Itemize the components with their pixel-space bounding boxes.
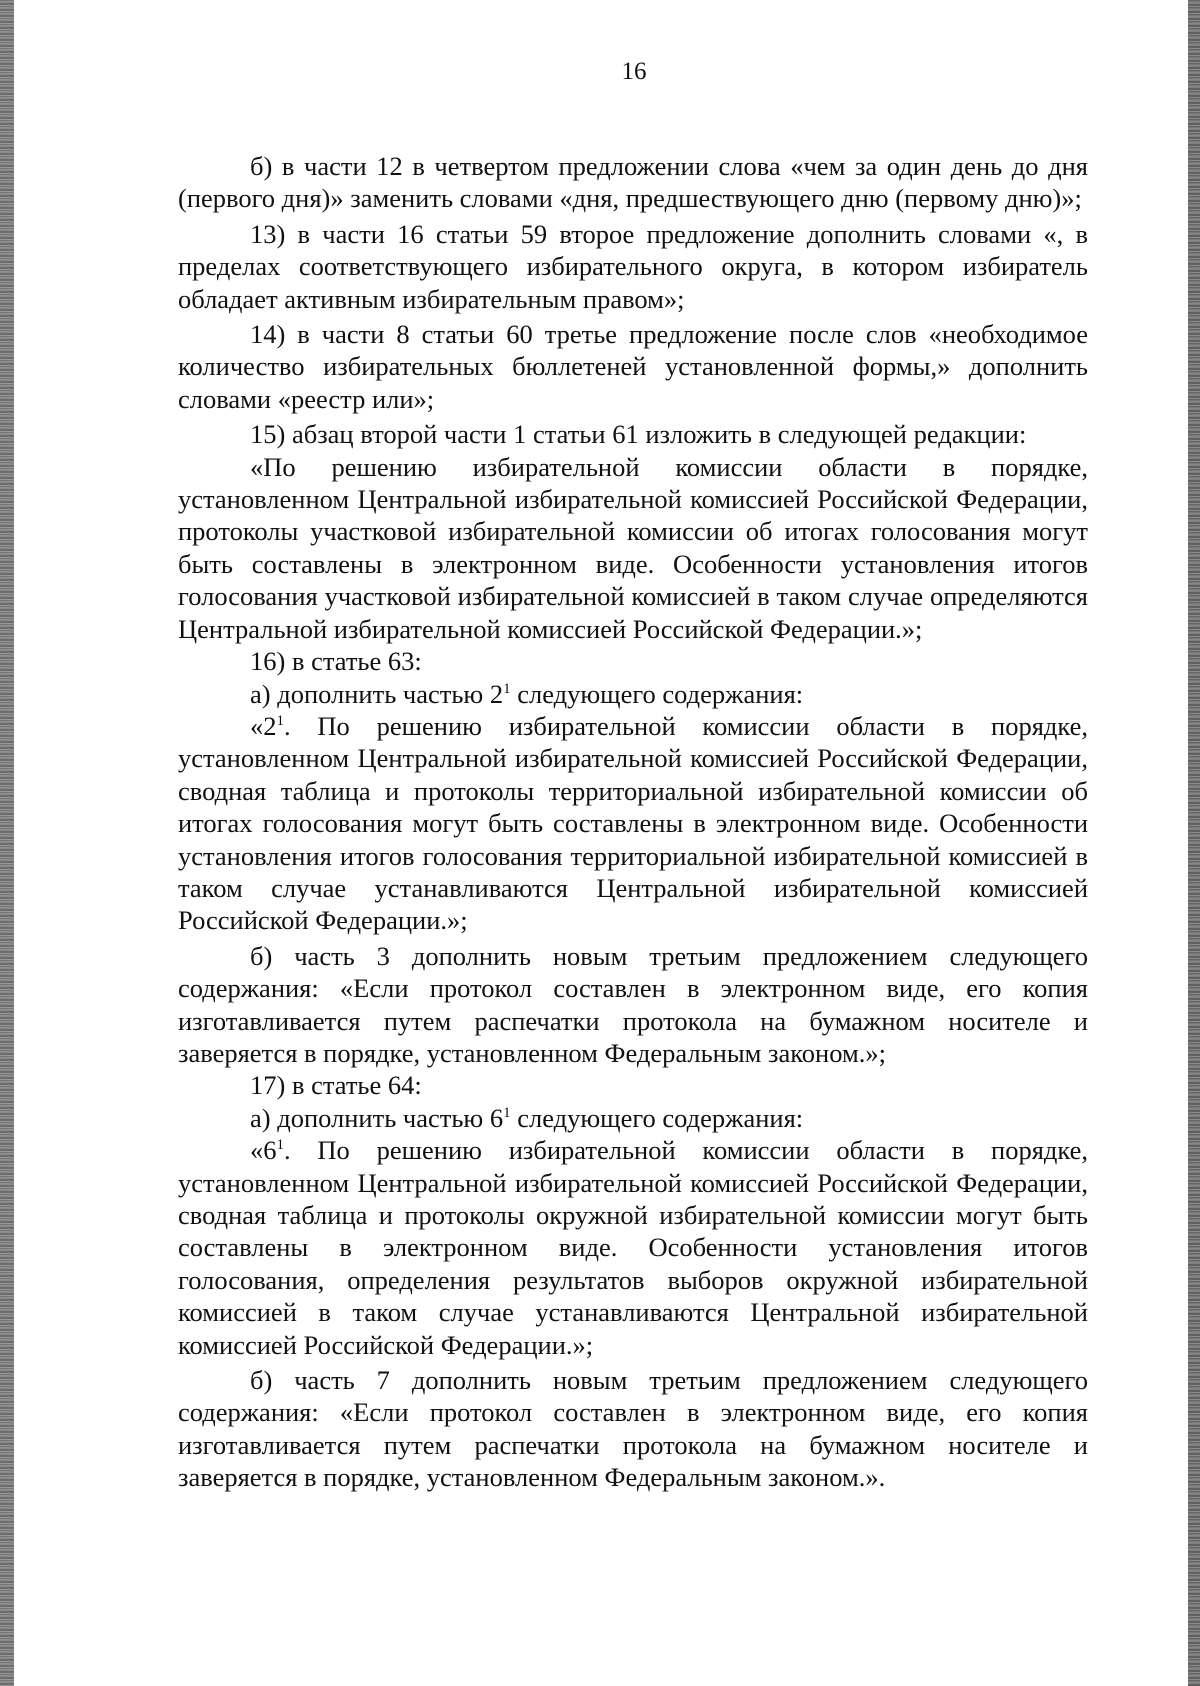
document-body	[178, 150, 1088, 1494]
paragraph-17-a-quote-after: . По решению избирательной комиссии области в порядке, установленном Центральной избирательной комиссией Российской Федерации, сводная таблица и протоколы окружной избирательной комиссии могут быть составлены в электронном виде. Особенности установления итогов голосования, определения результатов выборов окружной избирательной комиссией в таком случае устанавливаются Центральной избирательной комиссией Российской Федерации.»;	[178, 1135, 1088, 1360]
paragraph-17-a-quote-before: «6	[250, 1135, 277, 1166]
paragraph-15-quote: «По решению избирательной комиссии области в порядке, установленном Центральной избирательной комиссией Российской Федерации, протоколы участковой избирательной комиссии об итогах голосования могут быть составлены в электронном виде. Особенности установления итогов голосования участковой избирательной комиссией в таком случае определяются Центральной избирательной комиссией Российской Федерации.»;	[178, 451, 1088, 644]
paragraph-17-a	[178, 1102, 1088, 1134]
paragraph-16-a-after: следующего содержания:	[510, 678, 804, 709]
page-number: 16	[621, 58, 647, 85]
paragraph-16-b: б) часть 3 дополнить новым третьим предложением следующего содержания: «Если протокол составлен в электронном виде, его копия изготавливается путем распечатки протокола на бумажном носителе и заверяется в порядке, установленном Федеральным законом.»;	[178, 940, 1088, 1068]
paragraph-17-a-before: а) дополнить частью 6	[250, 1102, 504, 1133]
paragraph-b-part-12: б) в части 12 в четвертом предложении слова «чем за один день до дня (первого дня)» заменить словами «дня, предшествующего дню (первому дню)»;	[178, 151, 1088, 214]
superscript: 1	[276, 713, 284, 730]
scan-edge-left	[0, 0, 14, 1686]
paragraph-17: 17) в статье 64:	[250, 1070, 422, 1101]
superscript: 1	[276, 1137, 284, 1154]
paragraph-17-b: б) часть 7 дополнить новым третьим предложением следующего содержания: «Если протокол составлен в электронном виде, его копия изготавливается путем распечатки протокола на бумажном носителе и заверяется в порядке, установленном Федеральным законом.».	[178, 1365, 1088, 1493]
paragraph-15: 15) абзац второй части 1 статьи 61 изложить в следующей редакции:	[250, 419, 1027, 450]
paragraph-16: 16) в статье 63:	[250, 646, 422, 677]
paragraph-17-a-after: следующего содержания:	[510, 1102, 804, 1133]
paragraph-16-a	[178, 678, 1088, 710]
superscript: 1	[503, 1104, 511, 1121]
paragraph-16-a-quote-after: . По решению избирательной комиссии области в порядке, установленном Центральной избирательной комиссией Российской Федерации, сводная таблица и протоколы территориальной избирательной комиссии об итогах голосования могут быть составлены в электронном виде. Особенности установления итогов голосования территориальной избирательной комиссией в таком случае устанавливаются Центральной избирательной комиссией Российской Федерации.»;	[178, 710, 1088, 936]
paragraph-16-a-quote	[178, 710, 1088, 937]
paragraph-16-a-before: а) дополнить частью 2	[250, 678, 504, 709]
superscript: 1	[503, 680, 511, 697]
paragraph-13: 13) в части 16 статьи 59 второе предложение дополнить словами «, в пределах соответствующего избирательного округа, в котором избиратель обладает активным избирательным правом»;	[178, 218, 1088, 314]
scan-edge-right	[1188, 0, 1200, 1686]
paragraph-16-a-quote-before: «2	[250, 710, 277, 741]
paragraph-17-a-quote	[178, 1134, 1088, 1361]
paragraph-14: 14) в части 8 статьи 60 третье предложение после слов «необходимое количество избирательных бюллетеней установленной формы,» дополнить словами «реестр или»;	[178, 319, 1088, 414]
